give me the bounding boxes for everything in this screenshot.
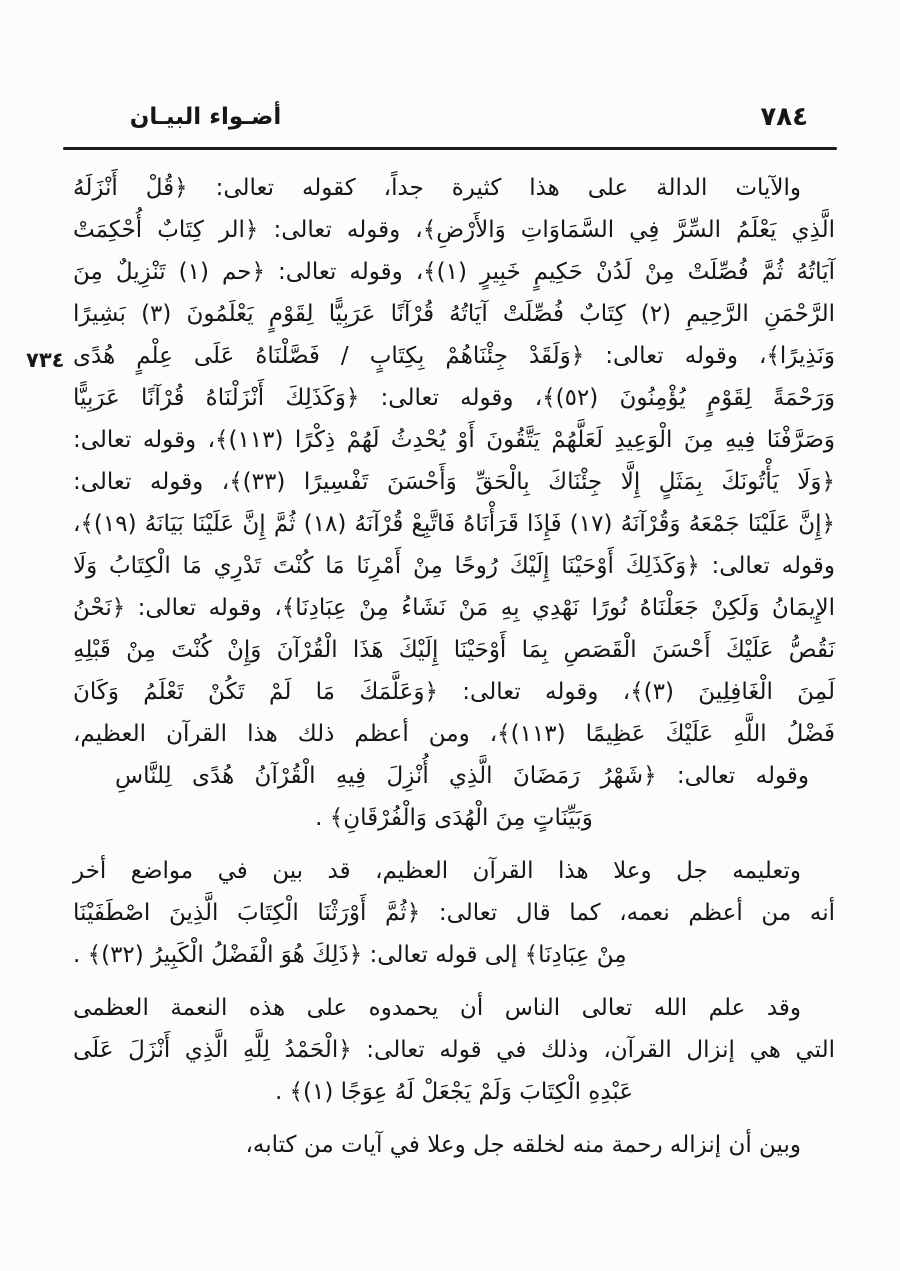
text-line: وقد علم الله تعالى الناس أن يحمدوه على هذه النعمة العظمى (73, 995, 801, 1021)
text-line: لَمِنَ الْغَافِلِينَ (٣)﴾، وقوله تعالى: ﴿وَعَلَّمَكَ مَا لَمْ تَكُنْ تَعْلَمُ وَكَانَ (73, 679, 835, 705)
text-line: فَضْلُ اللَّهِ عَلَيْكَ عَظِيمًا (١١٣)﴾، ومن أعظم ذلك هذا القرآن العظيم، (73, 721, 835, 747)
text-line: وبين أن إنزاله رحمة منه لخلقه جل وعلا في آيات من كتابه، (245, 1132, 801, 1158)
page-number: ٧٨٤ (760, 102, 808, 132)
text-line: الرَّحْمَنِ الرَّحِيمِ (٢) كِتَابٌ فُصِّلَتْ آيَاتُهُ قُرْآنًا عَرَبِيًّا لِقَوْمٍ يَعْلَمُونَ (٣) بَشِيرًا (73, 301, 835, 327)
text-line: والآيات الدالة على هذا كثيرة جداً، كقوله تعالى: ﴿قُلْ أَنْزَلَهُ (73, 175, 801, 201)
header-rule (63, 147, 837, 150)
text-line: وَرَحْمَةً لِقَوْمٍ يُؤْمِنُونَ (٥٢)﴾، وقوله تعالى: ﴿وَكَذَلِكَ أَنْزَلْنَاهُ قُرْآنًا عَرَبِيًّا (73, 385, 835, 411)
text-line: مِنْ عِبَادِنَا﴾ إلى قوله تعالى: ﴿ذَلِكَ هُوَ الْفَضْلُ الْكَبِيرُ (٣٢)﴾ . (73, 942, 627, 968)
text-line: وَصَرَّفْنَا فِيهِ مِنَ الْوَعِيدِ لَعَلَّهُمْ يَتَّقُونَ أَوْ يُحْدِثُ لَهُمْ ذِكْرًا (١١٣)﴾، وقوله تعالى: (73, 427, 836, 453)
text-line: عَبْدِهِ الْكِتَابَ وَلَمْ يَجْعَلْ لَهُ عِوَجًا (١)﴾ . (274, 1079, 634, 1105)
paragraph-2 (73, 850, 835, 976)
book-title: أضـواء البيـان (129, 104, 282, 130)
paragraph-4 (73, 1124, 835, 1166)
text-line: ﴿إِنَّ عَلَيْنَا جَمْعَهُ وَقُرْآنَهُ (١٧) فَإِذَا قَرَأْنَاهُ فَاتَّبِعْ قُرْآنَهُ (١٨) ثُمَّ إِنَّ عَلَيْنَا بَيَانَهُ (١٩)﴾، (73, 511, 835, 537)
text-line: وقوله تعالى: ﴿شَهْرُ رَمَضَانَ الَّذِي أُنْزِلَ فِيهِ الْقُرْآنُ هُدًى لِلنَّاسِ (115, 763, 809, 789)
text-line: وقوله تعالى: ﴿وَكَذَلِكَ أَوْحَيْنَا إِلَيْكَ رُوحًا مِنْ أَمْرِنَا مَا كُنْتَ تَدْرِي مَا الْكِتَابُ وَلَا (73, 553, 835, 579)
text-line: الإِيمَانُ وَلَكِنْ جَعَلْنَاهُ نُورًا نَهْدِي بِهِ مَنْ نَشَاءُ مِنْ عِبَادِنَا﴾، وقوله تعالى: ﴿نَحْنُ (73, 595, 835, 621)
text-line: الَّذِي يَعْلَمُ السِّرَّ فِي السَّمَاوَاتِ وَالأَرْضِ﴾، وقوله تعالى: ﴿الر كِتَابٌ أُحْكِمَتْ (73, 217, 835, 243)
text-line: نَقُصُّ عَلَيْكَ أَحْسَنَ الْقَصَصِ بِمَا أَوْحَيْنَا إِلَيْكَ هَذَا الْقُرْآنَ وَإِنْ كُنْتَ مِنْ قَبْلِهِ (73, 637, 835, 663)
text-line: أنه من أعظم نعمه، كما قال تعالى: ﴿ثُمَّ أَوْرَثْنَا الْكِتَابَ الَّذِينَ اصْطَفَيْنَا (73, 900, 835, 926)
text-line: وتعليمه جل وعلا هذا القرآن العظيم، قد بين في مواضع أخر (73, 858, 801, 884)
page-body (73, 167, 835, 1166)
quran-page-marker: ٧٣٤ (26, 348, 65, 372)
text-line: وَبَيِّنَاتٍ مِنَ الْهُدَى وَالْفُرْقَانِ﴾ . (315, 805, 593, 831)
paragraph-1 (73, 167, 835, 839)
text-line: ﴿وَلَا يَأْتُونَكَ بِمَثَلٍ إِلَّا جِئْنَاكَ بِالْحَقِّ وَأَحْسَنَ تَفْسِيرًا (٣٣)﴾، وقوله تعالى: (73, 469, 836, 495)
text-line: التي هي إنزال القرآن، وذلك في قوله تعالى: ﴿الْحَمْدُ لِلَّهِ الَّذِي أَنْزَلَ عَلَى (73, 1037, 835, 1063)
text-line: وَنَذِيرًا﴾، وقوله تعالى: ﴿وَلَقَدْ جِئْنَاهُمْ بِكِتَابٍ / فَصَّلْنَاهُ عَلَى عِلْمٍ هُدًى (73, 343, 835, 369)
paragraph-3 (73, 987, 835, 1113)
text-line: آيَاتُهُ ثُمَّ فُصِّلَتْ مِنْ لَدُنْ حَكِيمٍ خَبِيرٍ (١)﴾، وقوله تعالى: ﴿حم (١) تَنْزِيلٌ مِنَ (73, 259, 835, 285)
